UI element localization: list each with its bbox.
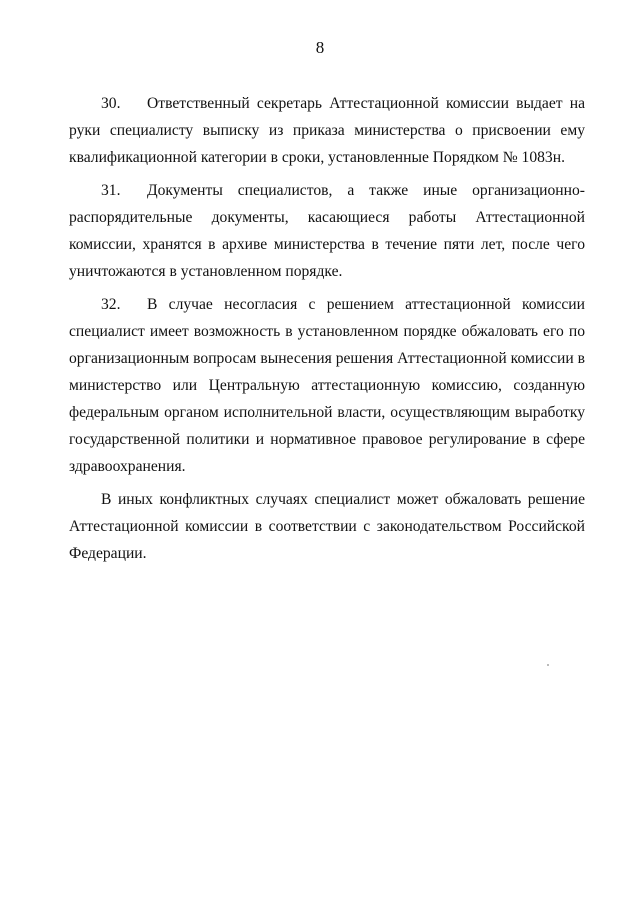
- paragraph-number: 31.: [101, 182, 121, 199]
- paragraph-text: В иных конфликтных случаях специалист может обжаловать решение Аттестационной комиссии в соответствии с законодательством Российской Федерации.: [69, 491, 585, 562]
- paragraph-text: Документы специалистов, а также иные организационно-распорядительные документы, касающиеся работы Аттестационной комиссии, хранятся в архиве министерства в течение пяти лет, после чего уничтожаются в установленном порядке.: [69, 182, 585, 280]
- paragraph-number: 30.: [101, 95, 121, 112]
- paragraph-conflict-cases: [69, 486, 585, 567]
- page-number: 8: [315, 38, 325, 57]
- paragraph-number: 32.: [101, 296, 121, 313]
- paragraph-30: [69, 90, 585, 171]
- paragraph-text: В случае несогласия с решением аттестационной комиссии специалист имеет возможность в установленном порядке обжаловать его по организационным вопросам вынесения решения Аттестационной комиссии в министерство или Центральную аттестационную комиссию, созданную федеральным органом исполнительной власти, осуществляющим выработку государственной политики и нормативное правовое регулирование в сфере здравоохранения.: [69, 296, 585, 475]
- paragraph-31: [69, 177, 585, 285]
- paragraph-text: Ответственный секретарь Аттестационной комиссии выдает на руки специалисту выписку из приказа министерства о присвоении ему квалификационной категории в сроки, установленные Порядком № 1083н.: [69, 95, 585, 166]
- paragraph-32: [69, 291, 585, 480]
- document-body: [69, 90, 585, 573]
- scan-speck: [547, 664, 549, 666]
